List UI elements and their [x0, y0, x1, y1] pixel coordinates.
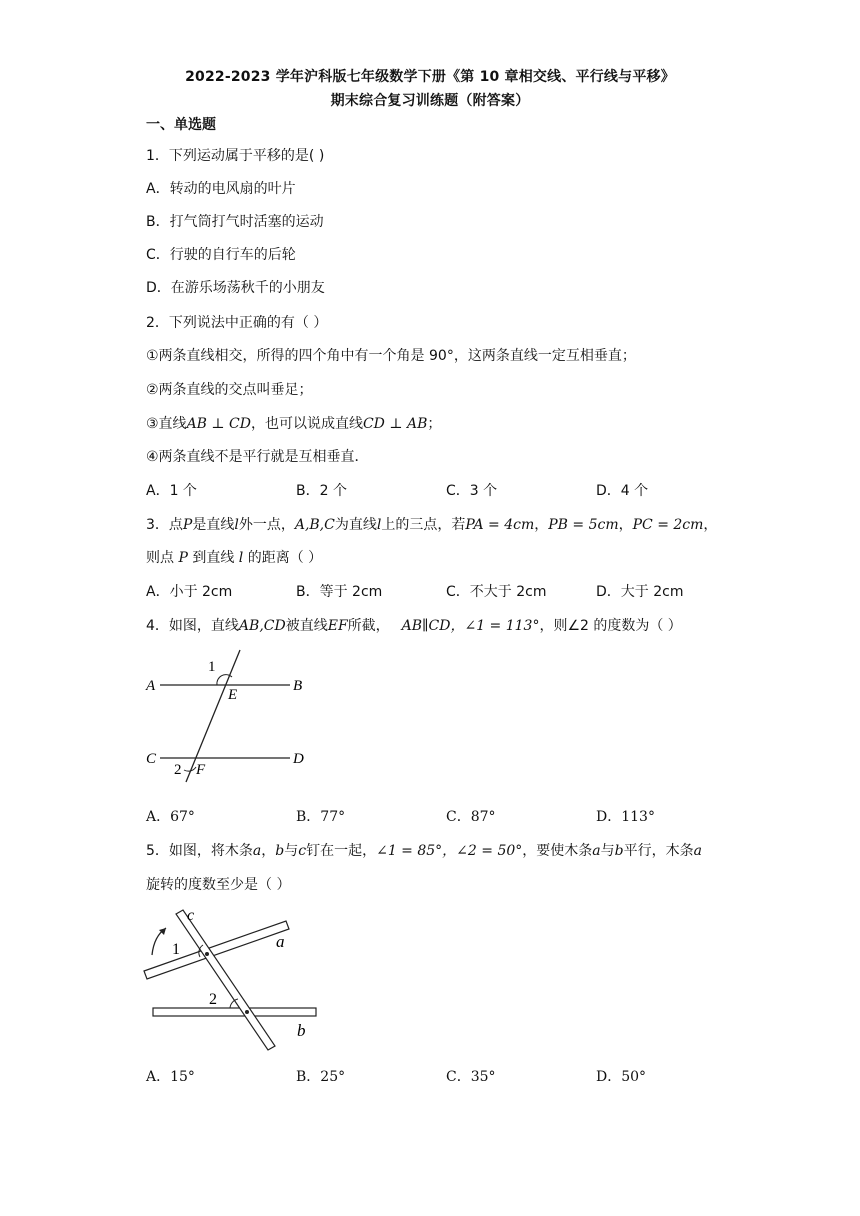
label-angle-1: 1	[208, 659, 216, 675]
q5-math-angles: ∠1 = 85°，∠2 = 50°	[376, 843, 523, 859]
q2-option-c: C．3 个	[446, 483, 498, 499]
nail-2	[245, 1010, 249, 1014]
q5-text: ，要使木条	[522, 843, 593, 859]
q5-stem-line-2: 旋转的度数至少是（ ）	[146, 877, 291, 893]
q2-s3-math-2: CD ⊥ AB	[362, 416, 428, 432]
q3-text: ，	[618, 517, 633, 533]
q1-stem: 1．下列运动属于平移的是( )	[146, 148, 325, 164]
q2-statement-2: ②两条直线的交点叫垂足；	[146, 382, 313, 398]
q1-option-c: C．行驶的自行车的后轮	[146, 247, 296, 263]
q3-text: ，	[534, 517, 549, 533]
q5-math-b: b	[275, 843, 285, 859]
q3-text: 为直线	[334, 517, 377, 533]
q5-math-b: b	[614, 843, 624, 859]
q5-math-a: a	[252, 843, 262, 859]
q3-option-d: D．大于 2cm	[596, 584, 684, 600]
q3-text: 上的三点，若	[381, 517, 466, 533]
q5-option-d: D．50°	[596, 1069, 647, 1085]
title-line-1: 2022-2023 学年沪科版七年级数学下册《第 10 章相交线、平行线与平移》	[185, 69, 675, 85]
q4-stem	[146, 615, 682, 635]
q4-option-c: C．87°	[446, 809, 496, 825]
q3-stem-line-1	[146, 514, 717, 534]
label-angle-1: 1	[172, 941, 180, 958]
label-b: b	[297, 1021, 306, 1040]
strip-b	[153, 1008, 316, 1016]
q3-math-pc: PC = 2cm	[632, 517, 704, 533]
q3-math-pb: PB = 5cm	[548, 517, 619, 533]
q2-s3-text: ③直线	[146, 416, 187, 432]
q5-math-a: a	[693, 843, 702, 859]
label-e: E	[228, 687, 238, 703]
q4-text: 4．如图，直线	[146, 618, 239, 634]
q3-option-a: A．小于 2cm	[146, 584, 233, 600]
q2-statement-1: ①两条直线相交，所得的四个角中有一个角是 90°，这两条直线一定互相垂直；	[146, 348, 636, 364]
q5-option-c: C．35°	[446, 1069, 496, 1085]
q5-text: 钉在一起，	[306, 843, 377, 859]
q4-math-ab-cd: AB,CD	[238, 618, 286, 634]
label-a: A	[146, 678, 156, 694]
q1-option-a: A．转动的电风扇的叶片	[146, 181, 296, 197]
angle-2-arc	[184, 767, 196, 771]
q5-stem-line-1	[146, 840, 702, 860]
q5-text: 与	[600, 843, 615, 859]
q4-figure	[140, 645, 320, 790]
label-angle-2: 2	[209, 991, 217, 1008]
label-f: F	[196, 762, 206, 778]
q5-figure	[140, 900, 340, 1060]
q3-math-l: l	[234, 517, 239, 533]
q5-option-b: B．25°	[296, 1069, 346, 1085]
q3-stem-line-2	[146, 547, 322, 567]
q2-option-d: D．4 个	[596, 483, 649, 499]
q3-text: 是直线	[192, 517, 235, 533]
q5-math-a: a	[592, 843, 601, 859]
q3-math-pa: PA = 4cm	[465, 517, 535, 533]
q2-s3-text-mid: ，也可以说成直线	[250, 416, 363, 432]
q5-text: 与	[284, 843, 299, 859]
q2-stem: 2．下列说法中正确的有（ ）	[146, 315, 328, 331]
q4-text: ，则∠2 的度数为（ ）	[539, 618, 682, 634]
q5-text: 平行，木条	[623, 843, 694, 859]
q3-text: 到直线	[187, 550, 239, 566]
q5-option-a: A．15°	[146, 1069, 195, 1085]
q3-text: 外一点，	[238, 517, 295, 533]
q2-s3-text-end: ；	[427, 416, 442, 432]
q3-math-abc: A,B,C	[294, 517, 335, 533]
q3-math-l: l	[238, 550, 244, 566]
q3-text: 则点	[146, 550, 179, 566]
q4-text: 被直线	[285, 618, 328, 634]
q1-option-d: D．在游乐场荡秋千的小朋友	[146, 280, 325, 296]
q2-option-b: B．2 个	[296, 483, 347, 499]
q3-option-b: B．等于 2cm	[296, 584, 383, 600]
q3-text: 3．点	[146, 517, 183, 533]
title-line-2: 期末综合复习训练题（附答案）	[330, 93, 530, 109]
q3-math-l: l	[376, 517, 382, 533]
q4-math-given: AB∥CD，∠1 = 113°	[401, 618, 540, 634]
label-c: c	[187, 907, 195, 924]
label-a: a	[276, 932, 285, 951]
q4-math-ef: EF	[327, 618, 348, 634]
q3-text: 的距离（ ）	[243, 550, 323, 566]
q3-option-c: C．不大于 2cm	[446, 584, 547, 600]
nail-1	[205, 952, 209, 956]
q3-math-p: P	[182, 517, 193, 533]
q4-option-a: A．67°	[146, 809, 195, 825]
label-b: B	[293, 678, 303, 694]
q5-text: 5．如图，将木条	[146, 843, 253, 859]
label-d: D	[293, 751, 304, 767]
label-c: C	[146, 751, 157, 767]
q5-math-c: c	[298, 843, 307, 859]
q2-s3-math-1: AB ⊥ CD	[186, 416, 251, 432]
q4-text: 所截，	[347, 618, 390, 634]
label-angle-2: 2	[174, 762, 182, 778]
q1-option-b: B．打气筒打气时活塞的运动	[146, 214, 324, 230]
q3-math-p: P	[178, 550, 188, 566]
q2-option-a: A．1 个	[146, 483, 197, 499]
q3-text: ，	[703, 517, 718, 533]
q4-option-d: D．113°	[596, 809, 655, 825]
q2-statement-3	[146, 413, 441, 433]
q5-text: ，	[261, 843, 276, 859]
q2-statement-4: ④两条直线不是平行就是互相垂直．	[146, 449, 369, 465]
q4-option-b: B．77°	[296, 809, 346, 825]
section-heading: 一、单选题	[146, 117, 216, 133]
